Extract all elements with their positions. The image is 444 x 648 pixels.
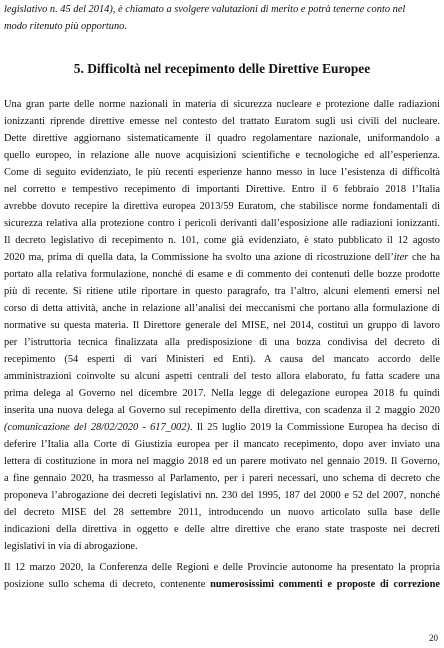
text-line	[4, 419, 440, 436]
italic-citation: (comunicazione del 28/02/2020 - 617_002)	[4, 422, 190, 433]
text-line: nel corretto e tempestivo recepimento di importanti Direttive. Entro il 6 febbraio 2018 l’Italia	[4, 184, 440, 195]
text-line: più di recente. Si ritiene utile riportare in questo paragrafo, tra l’altro, alcuni elementi emersi nel	[4, 286, 440, 297]
text-line: ionizzanti riprende direttive emesse nel contesto del trattato Euratom sugli usi civili del nucleare.	[4, 116, 440, 127]
italic-term: iter	[393, 252, 409, 263]
text-line: Dette direttive aggiornano sistematicamente il quadro regolamentare nazionale, uniformandolo a	[4, 133, 440, 144]
text-line: proponeva l’abrogazione dei decreti legislativi nn. 230 del 1995, 187 del 2000 e 52 del 2007, nonché	[4, 490, 440, 501]
text-line: legislativi in via di abrogazione.	[4, 541, 138, 552]
text-line: del decreto MISE del 28 settembre 2011, introducendo un nuovo articolato sulla base delle	[4, 507, 440, 518]
text-line: prima delega al Governo nel dicembre 2017. Nella legge di delegazione europea 2018 fu quindi	[4, 388, 440, 399]
bold-emphasis: numerosissimi commenti e proposte di correzione	[210, 579, 440, 590]
text-line: recepimento (54 esperti di vari Ministeri ed Enti). A causa del mancato accordo delle	[4, 354, 440, 365]
text-segment: che ha	[408, 252, 440, 263]
page-number: 20	[429, 633, 438, 643]
intro-paragraph	[4, 1, 440, 35]
text-line: amministrazioni coinvolte su alcuni aspetti centrali del testo allora elaborato, fu fatta scadere una	[4, 371, 440, 382]
text-line: sicurezza relativa alla protezione contro i pericoli derivanti dall’esposizione alle radiazioni ionizzanti.	[4, 218, 440, 229]
body-text	[4, 96, 440, 593]
text-line: Una gran parte delle norme nazionali in materia di sicurezza nucleare e protezione dalle radiazioni	[4, 99, 440, 110]
text-line: a fine gennaio 2020, ha trasmesso al Parlamento, per i pareri necessari, uno schema di decreto che	[4, 473, 440, 484]
text-segment: 2020 ma, prima di quella data, la Commissione ha svolto una azione di ricostruzione dell’	[4, 252, 394, 263]
text-line: Il decreto legislativo di recepimento n. 101, come già evidenziato, è stato pubblicato il 12 agosto	[4, 235, 440, 246]
text-line: corso di detta attività, anche in relazione all’analisi dei meccanismi che portano alla formulazione di	[4, 303, 440, 314]
text-line: portato alla relativa formulazione, nonché di esame e di commento dei contenuti delle bozze prodotte	[4, 269, 440, 280]
text-segment: . Il 25 luglio 2019 la Commissione Europea ha deciso di	[189, 422, 440, 433]
text-line: Come di seguito evidenziato, le più recenti esperienze hanno messo in luce l’esistenza di difficoltà	[4, 167, 440, 178]
intro-line: modo ritenuto più opportuno.	[4, 21, 127, 32]
text-segment: posizione sullo schema di decreto, contenente	[4, 579, 211, 590]
text-line: avrebbe dovuto recepire la direttiva europea 2013/59 Euratom, che stabilisce norme fondamentali di	[4, 201, 440, 212]
text-line: quello europeo, in relazione alle nuove acquisizioni scientifiche e tecnologiche ed all’esperienza.	[4, 150, 440, 161]
text-line	[4, 576, 440, 593]
section-heading: 5. Difficoltà nel recepimento delle Direttive Europee	[73, 61, 371, 76]
text-line: lettera di costituzione in mora nel maggio 2018 ed un parere motivato nel gennaio 2019. Il Governo,	[4, 456, 440, 467]
text-line: per l’istruttoria tecnica finalizzata alla predisposizione di una bozza condivisa del decreto di	[4, 337, 440, 348]
text-line: inserita una nuova delega al Governo sul recepimento della direttiva, con scadenza il 2 maggio 2020	[4, 405, 440, 416]
text-line	[4, 249, 440, 266]
text-line: normative su questa materia. Il Direttore generale del MISE, nel 2014, costituì un gruppo di lavoro	[4, 320, 440, 331]
text-line: deferire l’Italia alla Corte di Giustizia europea per il mancato recepimento, dopo aver inviato una	[4, 439, 440, 450]
intro-line: legislativo n. 45 del 2014), è chiamato a svolgere valutazioni di merito e potrà tenerne conto nel	[4, 4, 406, 15]
text-line: Il 12 marzo 2020, la Conferenza delle Regioni e delle Provincie autonome ha presentato la propria	[4, 562, 440, 573]
text-line: indicazioni della direttiva in oggetto e delle altre direttive che erano state trasposte nei decreti	[4, 524, 440, 535]
